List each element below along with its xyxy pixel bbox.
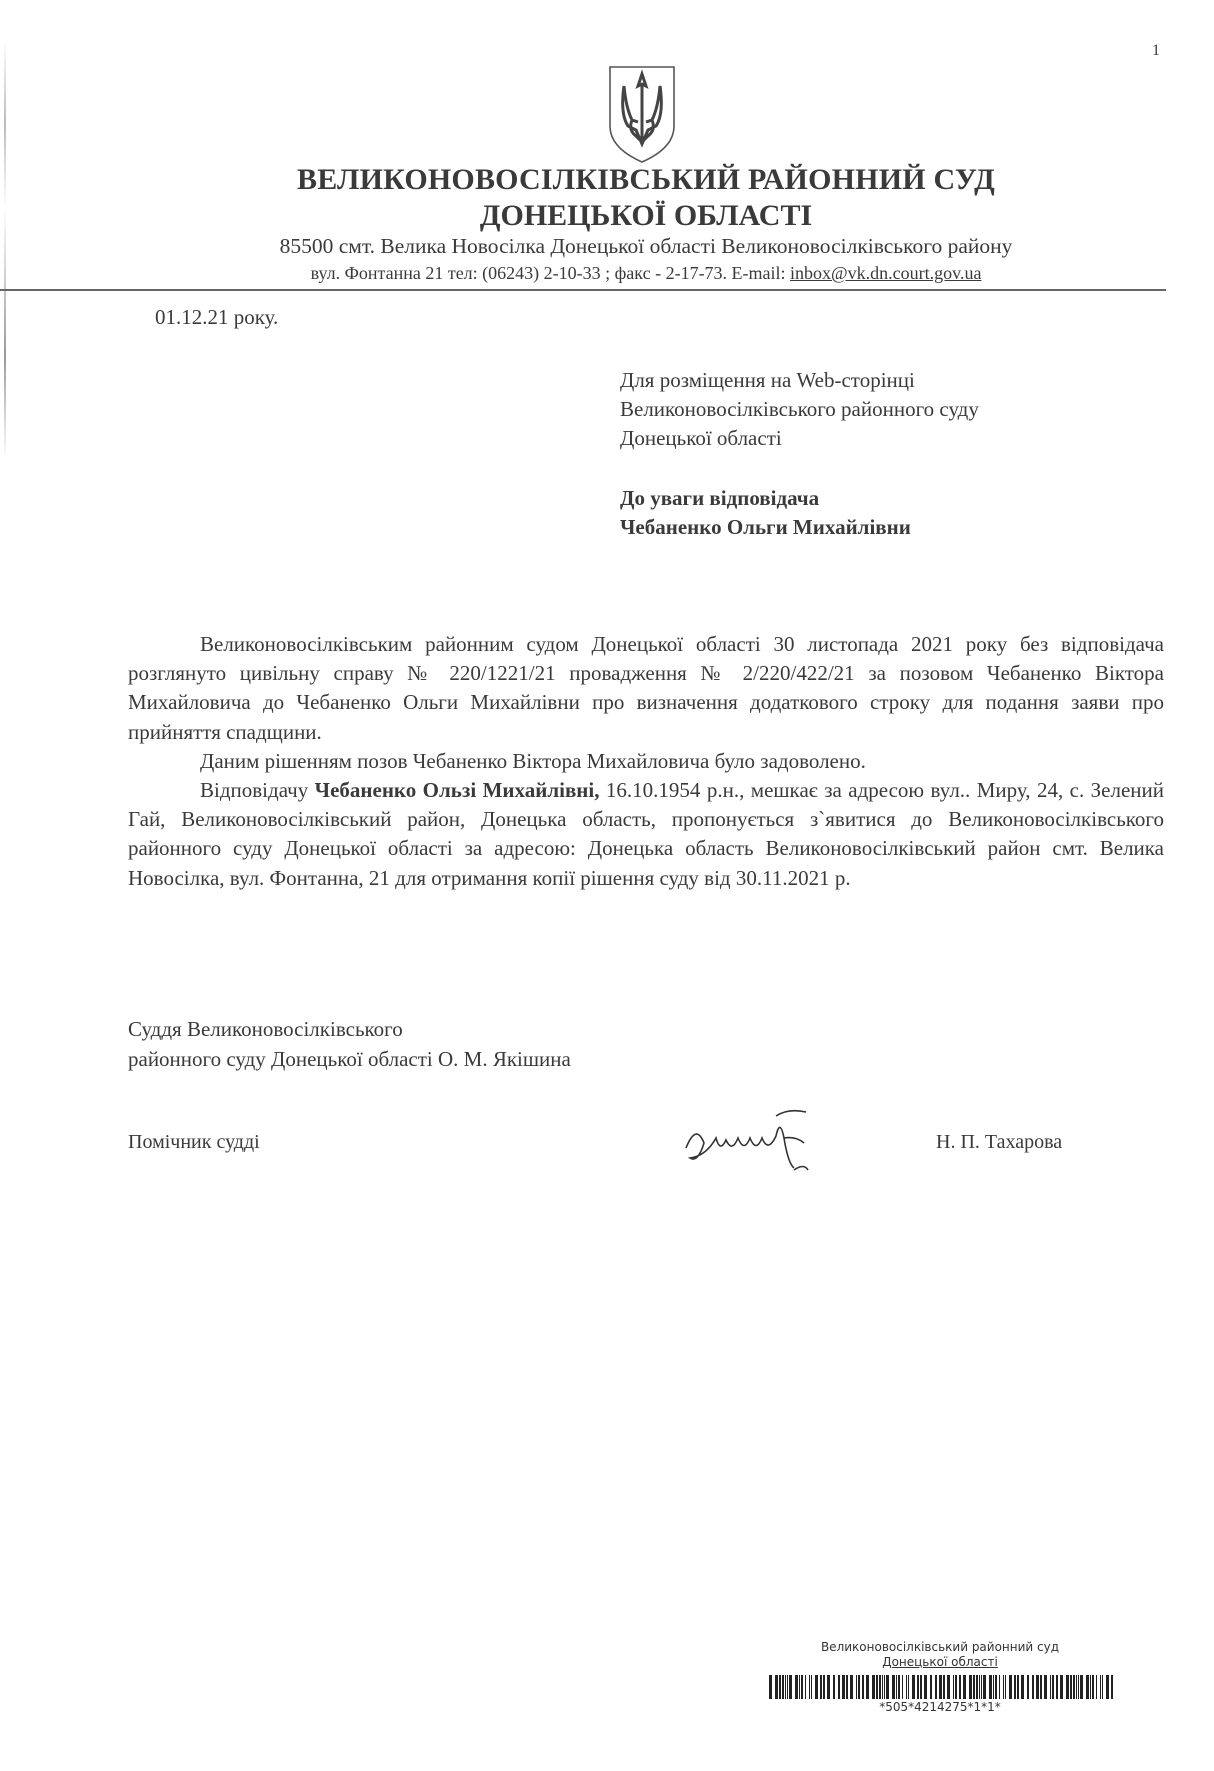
coat-of-arms-trident-icon	[606, 64, 678, 164]
barcode-bar	[993, 1675, 994, 1699]
handwritten-signature	[676, 1108, 846, 1178]
attention-block	[620, 484, 911, 542]
attention-line: Чебаненко Ольги Михайлівни	[620, 515, 911, 539]
assistant-label: Помічник судді	[128, 1131, 260, 1153]
barcode-bar	[955, 1675, 957, 1699]
barcode-bar	[1066, 1675, 1069, 1699]
barcode-bar	[799, 1675, 800, 1699]
barcode-bar	[872, 1675, 875, 1699]
barcode-bar	[1080, 1675, 1083, 1699]
destination-block	[620, 366, 979, 453]
barcode-bar	[1106, 1675, 1109, 1699]
barcode-bar	[983, 1675, 986, 1699]
respondent-name: Чебаненко Ользі Михайлівні,	[314, 778, 600, 803]
barcode-bar	[920, 1675, 922, 1699]
barcode-bar	[917, 1675, 919, 1699]
barcode-bar	[1102, 1675, 1103, 1699]
barcode-bar	[1090, 1675, 1091, 1699]
barcode-bar	[1096, 1675, 1097, 1699]
barcode-label-line: Великоновосілківський районний суд	[820, 1640, 1060, 1654]
barcode-bar	[850, 1675, 853, 1699]
barcode-bar	[924, 1675, 927, 1699]
letter-body	[128, 630, 1164, 893]
barcode-bar	[815, 1675, 818, 1699]
barcode-bar	[842, 1675, 845, 1699]
barcode-bar	[827, 1675, 830, 1699]
barcode-bar	[979, 1675, 980, 1699]
barcode-bar	[1003, 1675, 1004, 1699]
barcode-bar	[912, 1675, 915, 1699]
barcode-bar	[1021, 1675, 1024, 1699]
destination-line: Для розміщення на Web-сторінці	[620, 368, 915, 392]
barcode	[769, 1675, 1115, 1699]
judge-line: Суддя Великоновосілківського	[128, 1017, 403, 1041]
barcode-bar	[795, 1675, 798, 1699]
barcode-bar	[898, 1675, 900, 1699]
barcode-bar	[906, 1675, 907, 1699]
barcode-bar	[943, 1675, 945, 1699]
barcode-bar	[820, 1675, 822, 1699]
barcode-bar	[1014, 1675, 1016, 1699]
barcode-bar	[882, 1675, 883, 1699]
barcode-bar	[908, 1675, 909, 1699]
court-name-line1: ВЕЛИКОНОВОСІЛКІВСЬКИЙ РАЙОННИЙ СУД	[297, 163, 995, 196]
barcode-bar	[838, 1675, 840, 1699]
barcode-bar	[1073, 1675, 1075, 1699]
barcode-bar	[1036, 1675, 1039, 1699]
barcode-bar	[947, 1675, 950, 1699]
barcode-bar	[1040, 1675, 1042, 1699]
barcode-label	[780, 1640, 1100, 1670]
barcode-bar	[1017, 1675, 1019, 1699]
barcode-bar	[884, 1675, 885, 1699]
barcode-bar	[995, 1675, 997, 1699]
barcode-bar	[1056, 1675, 1058, 1699]
barcode-bar	[811, 1675, 812, 1699]
barcode-bar	[892, 1675, 895, 1699]
barcode-bar	[769, 1675, 772, 1699]
barcode-bar	[833, 1675, 835, 1699]
barcode-bar	[1052, 1675, 1054, 1699]
judge-signature-block	[128, 1014, 571, 1074]
barcode-bar	[1009, 1675, 1012, 1699]
assistant-name: Н. П. Тахарова	[936, 1131, 1063, 1153]
court-address: 85500 смт. Велика Новосілка Донецької області Великоновосілківського району	[279, 234, 1013, 258]
p3-prefix: Відповідачу	[200, 778, 315, 803]
barcode-bar	[858, 1675, 860, 1699]
barcode-bar	[775, 1675, 778, 1699]
barcode-bar	[969, 1675, 972, 1699]
destination-line: Донецької області	[620, 426, 782, 450]
barcode-bar	[1032, 1675, 1034, 1699]
barcode-bar	[782, 1675, 784, 1699]
barcode-bar	[1005, 1675, 1006, 1699]
barcode-bar	[862, 1675, 864, 1699]
p3-rest: 16.10.1954 р.н., мешкає за адресою вул.. Миру, 24, с. Зелений Гай, Великоновосілківський район, Донецька область, пропонується з`явитися до Великоновосілківського районного суду Донецької області за адресою: Донецька область Великоновосілківський район смт. Велика Новосілка, вул. Фонтанна, 21 для отримання копії рішення суду від 30.11.2021 р.	[128, 778, 1164, 890]
email-link[interactable]: inbox@vk.dn.court.gov.ua	[790, 263, 982, 283]
barcode-bar	[779, 1675, 781, 1699]
barcode-bar	[1092, 1675, 1094, 1699]
barcode-bar	[801, 1675, 803, 1699]
barcode-bar	[787, 1675, 788, 1699]
paragraph-2: Даним рішенням позов Чебаненко Віктора Михайловича було задоволено.	[200, 748, 866, 773]
barcode-bar	[846, 1675, 848, 1699]
barcode-bar	[876, 1675, 878, 1699]
barcode-bar	[953, 1675, 954, 1699]
destination-line: Великоновосілківського районного суду	[620, 397, 979, 421]
attention-line: До уваги відповідача	[620, 486, 820, 510]
barcode-bar	[930, 1675, 932, 1699]
paragraph-1: Великоновосілківським районним судом Донецької області 30 листопада 2021 року без відповідача розглянуто цивільну справу № 220/1221/21 провадження № 2/220/422/21 за позовом Чебаненко Віктора Михайловича до Чебаненко Ольги Михайлівни про визначення додаткового строку для подання заяви про прийняття спадщини.	[128, 632, 1164, 744]
barcode-bar	[973, 1675, 975, 1699]
barcode-bar	[1111, 1675, 1113, 1699]
barcode-bar	[1027, 1675, 1029, 1699]
barcode-bar	[1100, 1675, 1101, 1699]
barcode-bar	[935, 1675, 937, 1699]
barcode-number: *505*4214275*1*1*	[879, 1700, 1001, 1714]
barcode-bar	[809, 1675, 810, 1699]
court-name-line2: ДОНЕЦЬКОЇ ОБЛАСТІ	[479, 199, 813, 232]
barcode-bar	[959, 1675, 961, 1699]
barcode-bar	[989, 1675, 992, 1699]
page-number: 1	[1152, 42, 1160, 59]
barcode-bar	[805, 1675, 806, 1699]
letter-date: 01.12.21 року.	[155, 305, 279, 329]
barcode-bar	[1076, 1675, 1077, 1699]
barcode-bar	[879, 1675, 881, 1699]
barcode-bar	[856, 1675, 857, 1699]
barcode-bar	[785, 1675, 786, 1699]
barcode-bar	[866, 1675, 869, 1699]
barcode-bar	[902, 1675, 903, 1699]
barcode-bar	[981, 1675, 982, 1699]
barcode-bar	[939, 1675, 942, 1699]
barcode-bar	[1086, 1675, 1089, 1699]
barcode-bar	[789, 1675, 792, 1699]
barcode-bar	[1050, 1675, 1051, 1699]
barcode-bar	[886, 1675, 889, 1699]
barcode-label-line: Донецької області	[882, 1655, 998, 1669]
paragraph-3	[128, 776, 1164, 893]
court-contacts	[0, 263, 1214, 284]
barcode-bar	[1060, 1675, 1063, 1699]
barcode-bar	[976, 1675, 978, 1699]
header-divider	[0, 289, 1166, 291]
barcode-bar	[896, 1675, 897, 1699]
barcode-bar	[1070, 1675, 1072, 1699]
barcode-bar	[999, 1675, 1000, 1699]
barcode-bar	[1044, 1675, 1047, 1699]
barcode-bar	[963, 1675, 966, 1699]
contacts-text: вул. Фонтанна 21 тел: (06243) 2-10-33 ; факс - 2-17-73. E-mail:	[310, 263, 791, 283]
judge-line: районного суду Донецької області О. М. Якішина	[128, 1047, 571, 1071]
barcode-bar	[823, 1675, 825, 1699]
barcode-bar	[1078, 1675, 1079, 1699]
